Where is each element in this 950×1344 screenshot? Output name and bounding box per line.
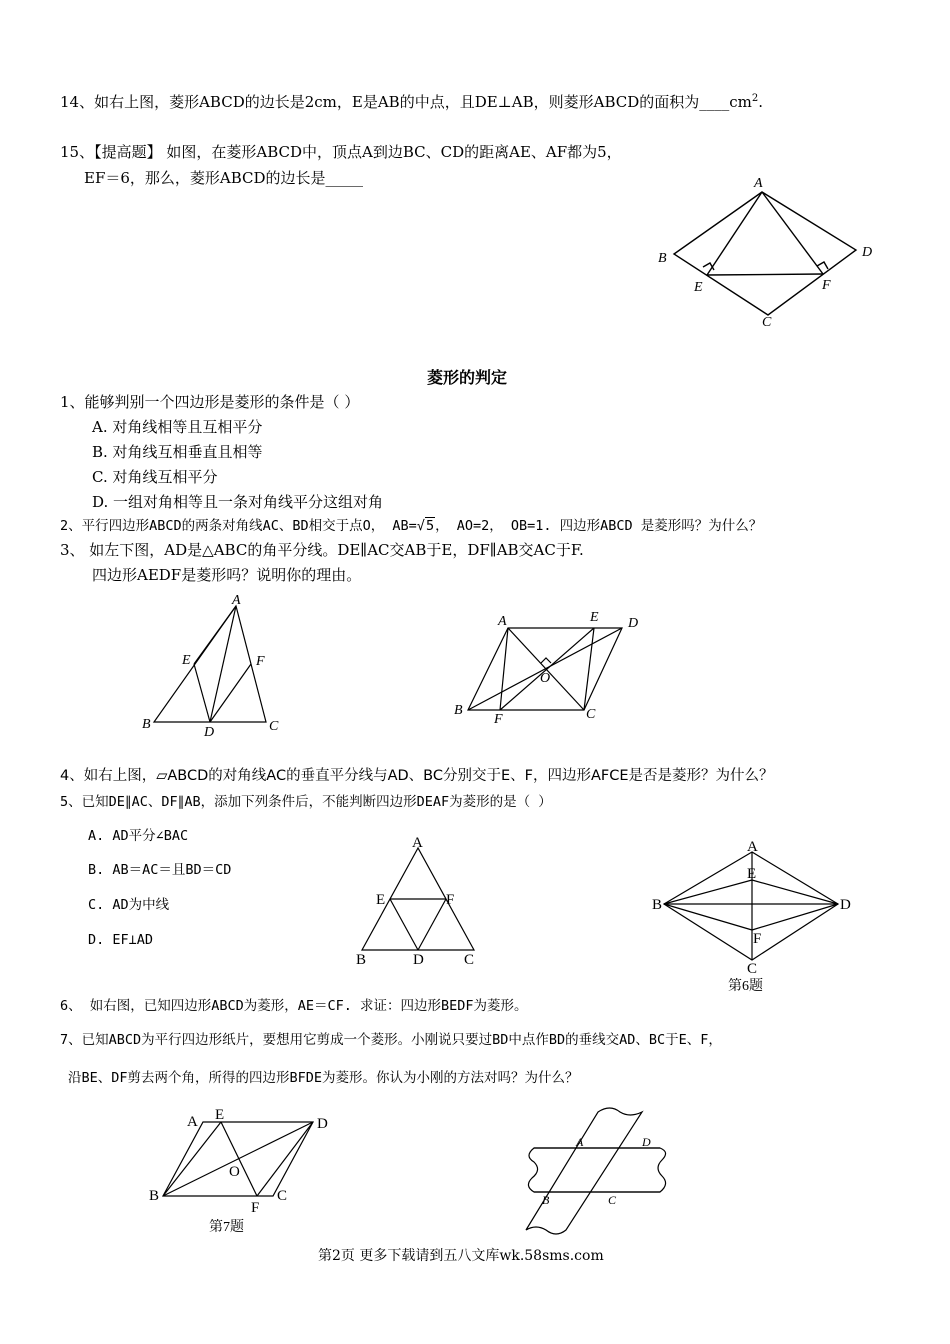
problem-4-part-a: 4、如右上图， [60, 768, 157, 784]
label-f: F [753, 931, 762, 947]
problem-4-part-b: ABCD的对角线AC的垂直平分线与AD、BC分别交于E、F，四边形AFCE是否是菱形？为什么？ [167, 768, 774, 784]
problem-1-stem: 1、能够判别一个四边形是菱形的条件是（ ） [60, 393, 360, 411]
figure-q15-rhombus [650, 170, 890, 330]
label-f: F [256, 654, 265, 669]
label-b: B [542, 1193, 550, 1207]
label-f: F [494, 712, 503, 727]
label-c: C [269, 719, 279, 734]
label-c: C [277, 1188, 288, 1204]
label-a: A [187, 1114, 198, 1130]
problem-7-line2: 沿BE、DF剪去两个角，所得的四边形BFDE为菱形。你认为小刚的方法对吗？为什么？ [68, 1070, 579, 1086]
label-d: D [862, 245, 873, 260]
page-footer: 第2页 更多下载请到五八文库wk.58sms.com [318, 1248, 604, 1264]
problem-7-line1: 7、已知ABCD为平行四边形纸片，要想用它剪成一个菱形。小刚说只要过BD中点作BD的垂线交AD、BC于E、F， [60, 1032, 722, 1048]
problem-5-stem: 5、已知DE∥AC、DF∥AB，添加下列条件后，不能判断四边形DEAF为菱形的是（ ） [60, 794, 552, 810]
problem-1-option-a: A. 对角线相等且互相平分 [92, 418, 263, 436]
sqrt-sign: √ [416, 518, 425, 534]
label-e: E [747, 866, 757, 882]
label-o: O [229, 1164, 240, 1180]
label-c: C [762, 315, 772, 330]
question-14-tail: . [758, 93, 764, 111]
label-e: E [182, 653, 191, 668]
label-f: F [446, 892, 455, 908]
problem-2 [60, 516, 762, 536]
superscript: 2 [751, 93, 759, 104]
label-e: E [590, 610, 599, 625]
figure-crossing-strips [520, 1104, 680, 1244]
figure-p6-rhombus [650, 836, 860, 996]
label-b: B [652, 897, 663, 913]
problem-6: 6、 如右图，已知四边形ABCD为菱形，AE＝CF. 求证：四边形BEDF为菱形。 [60, 998, 528, 1014]
label-b: B [149, 1188, 160, 1204]
label-c: C [747, 961, 758, 977]
label-b: B [454, 703, 463, 718]
problem-1-option-b: B. 对角线互相垂直且相等 [92, 443, 263, 461]
label-a: A [576, 1135, 584, 1149]
label-a: A [747, 839, 758, 855]
question-14 [60, 92, 763, 112]
label-d: D [642, 1135, 651, 1149]
problem-1-option-c: C. 对角线互相平分 [92, 468, 218, 486]
label-e: E [694, 280, 703, 295]
label-d: D [840, 897, 851, 913]
label-c: C [586, 707, 596, 722]
label-e: E [215, 1107, 225, 1123]
label-a: A [498, 614, 507, 629]
problem-4 [60, 766, 774, 786]
label-a: A [232, 593, 241, 608]
figure-caption: 第7题 [209, 1220, 244, 1235]
label-c: C [464, 952, 475, 968]
label-c: C [608, 1193, 617, 1207]
label-e: E [376, 892, 386, 908]
label-b: B [356, 952, 367, 968]
label-d: D [317, 1116, 328, 1132]
problem-5-option-d: D. EF⊥AD [88, 932, 154, 948]
label-b: B [142, 717, 151, 732]
question-15-line2: EF＝6，那么，菱形ABCD的边长是_____ [84, 169, 364, 187]
label-a: A [754, 176, 763, 191]
label-o: O [540, 671, 551, 686]
section-title: 菱形的判定 [427, 368, 508, 387]
problem-3-line1: 3、 如左下图，AD是△ABC的角平分线。DE∥AC交AB于E，DF∥AB交AC于F. [60, 541, 584, 559]
problem-2-part-a: 2、平行四边形ABCD的两条对角线AC、BD相交于点O， AB= [60, 518, 417, 534]
problem-3-line2: 四边形AEDF是菱形吗？说明你的理由。 [92, 566, 362, 584]
question-15-line1: 15、【提高题】 如图，在菱形ABCD中，顶点A到边BC、CD的距离AE、AF都为5， [60, 143, 622, 161]
figure-caption: 第6题 [728, 979, 763, 994]
problem-2-part-b: ， AO=2， OB=1. 四边形ABCD 是菱形吗？为什么？ [435, 518, 763, 534]
label-f: F [251, 1200, 260, 1216]
label-d: D [204, 725, 215, 740]
label-d: D [628, 616, 639, 631]
figure-p7-parallelogram [145, 1102, 345, 1242]
label-b: B [658, 251, 667, 266]
figure-triangle-aedf [140, 592, 290, 742]
figure-p5-triangle [350, 832, 490, 972]
problem-5-option-a: A. AD平分∠BAC [88, 828, 189, 844]
problem-1-option-d: D. 一组对角相等且一条对角线平分这组对角 [92, 493, 384, 511]
label-d: D [413, 952, 424, 968]
label-f: F [822, 278, 831, 293]
problem-5-option-b: B. AB＝AC＝且BD＝CD [88, 862, 232, 878]
sqrt-value: 5 [425, 518, 435, 534]
problem-5-option-c: C. AD为中线 [88, 897, 170, 913]
label-a: A [412, 835, 423, 851]
question-14-text: 14、如右上图，菱形ABCD的边长是2cm，E是AB的中点，且DE⊥AB，则菱形ABCD的面积为____cm [60, 93, 752, 111]
parallelogram-icon: ▱ [156, 768, 168, 784]
figure-parallelogram-afce [450, 606, 650, 726]
